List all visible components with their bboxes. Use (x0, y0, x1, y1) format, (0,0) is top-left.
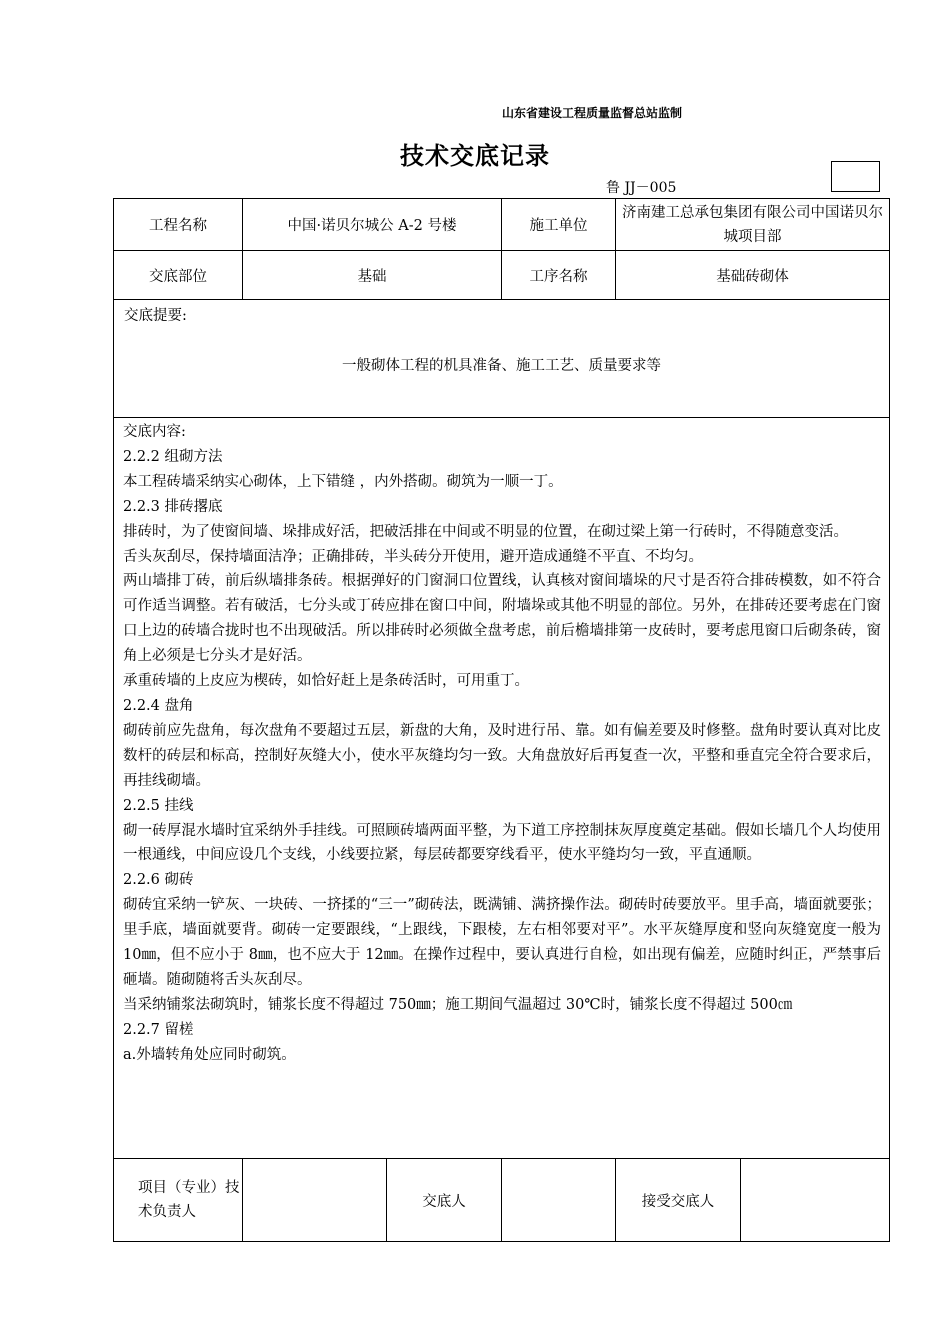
document-title: 技术交底记录 (400, 142, 550, 170)
tech-leader-label: 项目（专业）技术负责人 (114, 1159, 243, 1242)
part-row (114, 251, 890, 300)
content-paragraph: 2.2.2 组砌方法 (123, 448, 223, 465)
project-row (114, 199, 890, 251)
process-label: 工序名称 (502, 251, 616, 300)
content-label: 交底内容: (123, 424, 186, 440)
part-label: 交底部位 (114, 251, 243, 300)
construction-unit-value: 济南建工总承包集团有限公司中国诺贝尔城项目部 (616, 199, 890, 251)
content-paragraph: 承重砖墙的上皮应为楔砖，如恰好赶上是条砖活时，可用重丁。 (123, 673, 529, 690)
content-paragraph: 本工程砖墙采纳实心砌体，上下错缝 ，内外搭砌。砌筑为一顺一丁。 (123, 473, 563, 490)
content-paragraph: 舌头灰刮尽，保持墙面洁净；正确排砖，半头砖分开使用，避开造成通缝不平直、不均匀。 (123, 548, 703, 565)
receiver-signature (741, 1159, 890, 1242)
content-cell (114, 418, 890, 1159)
tech-leader-signature (243, 1159, 387, 1242)
part-value: 基础 (243, 251, 502, 300)
content-paragraph: 当采纳铺浆法砌筑时，铺浆长度不得超过 750㎜；施工期间气温超过 30℃时，铺浆长度不得超过 500㎝ (123, 996, 793, 1013)
supervision-note: 山东省建设工程质量监督总站监制 (502, 106, 683, 120)
code-box (831, 161, 880, 192)
receiver-label: 接受交底人 (616, 1159, 741, 1242)
discloser-signature (502, 1159, 616, 1242)
summary-label: 交底提要: (124, 308, 187, 324)
discloser-label: 交底人 (387, 1159, 502, 1242)
content-paragraph: 2.2.7 留槎 (123, 1021, 194, 1038)
project-name-value: 中国·诺贝尔城公 A-2 号楼 (243, 199, 502, 251)
content-paragraph: 2.2.3 排砖撂底 (123, 498, 223, 515)
content-paragraph: 2.2.4 盘角 (123, 697, 194, 714)
signature-row (114, 1159, 890, 1242)
summary-cell (114, 300, 890, 418)
process-value: 基础砖砌体 (616, 251, 890, 300)
content-paragraph: 2.2.6 砌砖 (123, 872, 194, 889)
content-paragraph: 砌砖前应先盘角，每次盘角不要超过五层，新盘的大角，及时进行吊、靠。如有偏差要及时修整。盘角时要认真对比皮数杆的砖层和标高，控制好灰缝大小，使水平灰缝均匀一致。大角盘放好后再复查一次，平整和垂直完全符合要求后，再挂线砌墙。 (123, 722, 882, 789)
project-name-label: 工程名称 (114, 199, 243, 251)
summary-row (114, 300, 890, 418)
content-paragraph: 砌一砖厚混水墙时宜采纳外手挂线。可照顾砖墙两面平整，为下道工序控制抹灰厚度奠定基础。假如长墙几个人均使用一根通线，中间应设几个支线，小线要拉紧，每层砖都要穿线看平，使水平缝均匀一致，平直通顺。 (123, 822, 882, 864)
construction-unit-label: 施工单位 (502, 199, 616, 251)
content-paragraph: 两山墙排丁砖，前后纵墙排条砖。根据弹好的门窗洞口位置线，认真核对窗间墙垛的尺寸是否符合排砖模数，如不符合可作适当调整。若有破活，七分头或丁砖应排在窗口中间，附墙垛或其他不明显的部位。另外，在排砖还要考虑在门窗口上边的砖墙合拢时也不出现破活。所以排砖时必须做全盘考虑，前后檐墙排第一皮砖时，要考虑甩窗口后砌条砖，窗角上必须是七分头才是好活。 (123, 573, 882, 665)
content-row (114, 418, 890, 1159)
record-table (113, 198, 890, 1242)
form-code: 鲁 JJ－005 (606, 180, 677, 196)
content-paragraph: a.外墙转角处应同时砌筑。 (123, 1046, 296, 1063)
content-paragraph: 排砖时，为了使窗间墙、垛排成好活，把破活排在中间或不明显的位置，在砌过梁上第一行砖时，不得随意变活。 (123, 523, 848, 540)
content-paragraph: 砌砖宜采纳一铲灰、一块砖、一挤揉的“三一”砌砖法，既满铺、满挤操作法。砌砖时砖要放平。里手高，墙面就要张；里手底，墙面就要背。砌砖一定要跟线，“上跟线，下跟棱，左右相邻要对平”。水平灰缝厚度和竖向灰缝宽度一般为 10㎜，但不应小于 8㎜，也不应大于 12㎜。在操作过程中，要认真进行自检，如出现有偏差，应随时纠正，严禁事后砸墙。随砌随将舌头灰刮尽。 (123, 897, 882, 988)
content-paragraph: 2.2.5 挂线 (123, 797, 194, 814)
summary-text: 一般砌体工程的机具准备、施工工艺、质量要求等 (342, 358, 661, 374)
